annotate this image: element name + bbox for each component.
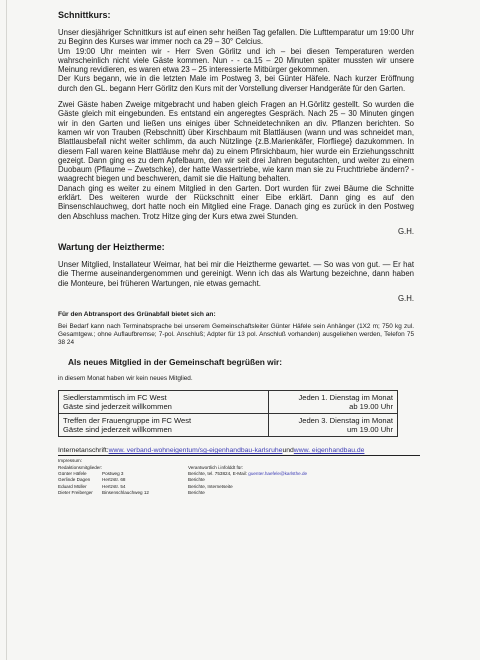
impressum-row: Eduard Müller Hertzstr. 54 Berichte, Internetseite xyxy=(58,483,233,489)
table-cell: Jeden 3. Dienstag im Monat um 19.00 Uhr xyxy=(269,414,398,437)
heading-schnittkurs: Schnittkurs: xyxy=(58,10,111,20)
footer xyxy=(58,447,414,496)
heading-neues-mitglied: Als neues Mitglied in der Gemeinschaft begrüßen wir: xyxy=(68,357,283,368)
impressum-row: Günter Häfele Postweg 3 Berichte, tel. 753824, E-Mail: guenter.haefele@karlsthe.de xyxy=(58,471,308,477)
website-link[interactable]: www. verband-wohneigentum/sg-eigenhandbau-karlsruhe xyxy=(108,447,283,455)
footer-divider xyxy=(58,455,420,456)
signature-initials: G.H. xyxy=(397,293,414,303)
internet-label: Internetanschrift: xyxy=(58,447,109,455)
paragraph: Der Kurs begann, wie in die letzten Male im Postweg 3, bei Günter Häfele. Nach kurzer Eröffnung durch den GL. begann Herr Görlitz den Kurs mit der Vorstellung diverser Handgeräte für den Garten. xyxy=(58,74,414,93)
paragraph: Unser Mitglied, Installateur Weimar, hat bei mir die Heiztherme gewartet. — So was von gut. — Er hat die Therme auseinandergenommen und gereinigt. Wenn ich das als Wartung bezeichne, dann haben die Monteure, bei früheren Wartungen, nie etwas gemacht. xyxy=(58,259,414,288)
website-link[interactable]: www. eigenhandbau.de xyxy=(293,447,365,455)
page-edge xyxy=(6,0,7,660)
paragraph: Danach ging es weiter zu einem Mitglied in den Garten. Dort wurden für zwei Bäume die Schnitte erklärt. Des weiteren wurde der Rückschnitt einer Eibe erklärt. Dann ging es auf den Binsenschlauchweg, dort hatte noch ein Mitglied eine Frage. Danach ging es zurück in den Postweg den Abschluss machen. Trotz Hitze ging der Kurs etwa zwei Stunden. xyxy=(58,183,414,221)
heading-wartung: Wartung der Heiztherme: xyxy=(58,241,165,252)
events-table xyxy=(58,390,398,437)
impressum-row: Gerlinde Dagen Hertzstr. 68 Berichte xyxy=(58,477,205,483)
paragraph: Unser diesjähriger Schnittkurs ist auf einen sehr heißen Tag gefallen. Die Lufttemparatur um 19:00 Uhr zu Beginn des Kurses war immer noch ca 29 – 30° Celcius. xyxy=(58,28,414,47)
table-row xyxy=(59,391,398,414)
impressum-header: Redaktionsmitglieder: Verantwortlich i.infolddt für: xyxy=(58,464,244,470)
table-cell: Treffen der Frauengruppe im FC West Gäste sind jederzeit willkommen xyxy=(59,414,269,437)
internet-address-line: Internetanschrift:www. verband-wohneigentum/sg-eigenhandbau-karlsruheundwww. eigenhandbau.de xyxy=(58,447,365,455)
new-member-note: in diesem Monat haben wir kein neues Mitglied. xyxy=(58,375,193,383)
table-cell: Jeden 1. Dienstag im Monat ab 19.00 Uhr xyxy=(269,391,398,414)
paragraph: Zwei Gäste haben Zweige mitgebracht und haben gleich Fragen an H.Görlitz gestellt. So wurden die Gäste gleich mit eingebunden. Es entstand ein angeregtes Gespräch. Nach 25 – 30 Minuten gingen wir in den Garten und ließen uns einiges über Schneidetechniken an div. Pflanzen berichten. So kamen wir von Trauben (Rebschnitt) über Kirschbaum mit Blattläusen (wann und was schneidet man, Blattlausbefall nicht weiter schlimm, da auch Nützlinge {z.B.Marienkäfer, Florfliege} dazukommen. In diesem Fall waren keine Blattläuse mehr da) zu einem Pfirsichbaum, hier wurde ein Erziehungsschnitt gezeigt. Dann ging es zu dem Apfelbaum, den wir seit drei Jahren begutachten, und weiter zu einem Duobaum (Pflaume – Zwetschke), der hatte Wassertriebe, wie kann man sie zu Fruchttriebe ändern? - waagrecht biegen und beschweren, damit sie die Haltung behalten. xyxy=(58,100,414,184)
impressum xyxy=(58,458,414,496)
document-content xyxy=(58,10,414,496)
paragraph: Bei Bedarf kann nach Terminabsprache bei unserem Gemeinschaftsleiter Günter Häfele sein Anhänger (1X2 m; 750 kg zul. Gesamtgew.; ohne Auflaufbremse; 7-pol. Anschluß; Adpter für 13 pol. Anschluß vorhanden) ausgeliehen werden, Telefon 75 38 24 xyxy=(58,322,414,347)
heading-gruenabfall: Für den Abtransport des Grünabfall bietet sich an: xyxy=(58,310,216,318)
paragraph: Um 19:00 Uhr meinten wir - Herr Sven Görlitz und ich – bei diesen Temperaturen werden wahrscheinlich nicht viele Gäste kommen. Nun - - ca.15 – 20 Minuten später mussten wir unsere Meinung revidieren, es waren etwa 23 – 25 interessierte Mitbürger gekommen. xyxy=(58,46,414,75)
signature-initials: G.H. xyxy=(397,226,414,236)
table-cell: Siedlerstammtisch im FC West Gäste sind jederzeit willkommen xyxy=(59,391,269,414)
impressum-row: Dieter Freiberger Binsenschlauchweg 12 Berichte xyxy=(58,489,205,495)
table-row xyxy=(59,414,398,437)
impressum-title: Impressum: xyxy=(58,458,82,464)
